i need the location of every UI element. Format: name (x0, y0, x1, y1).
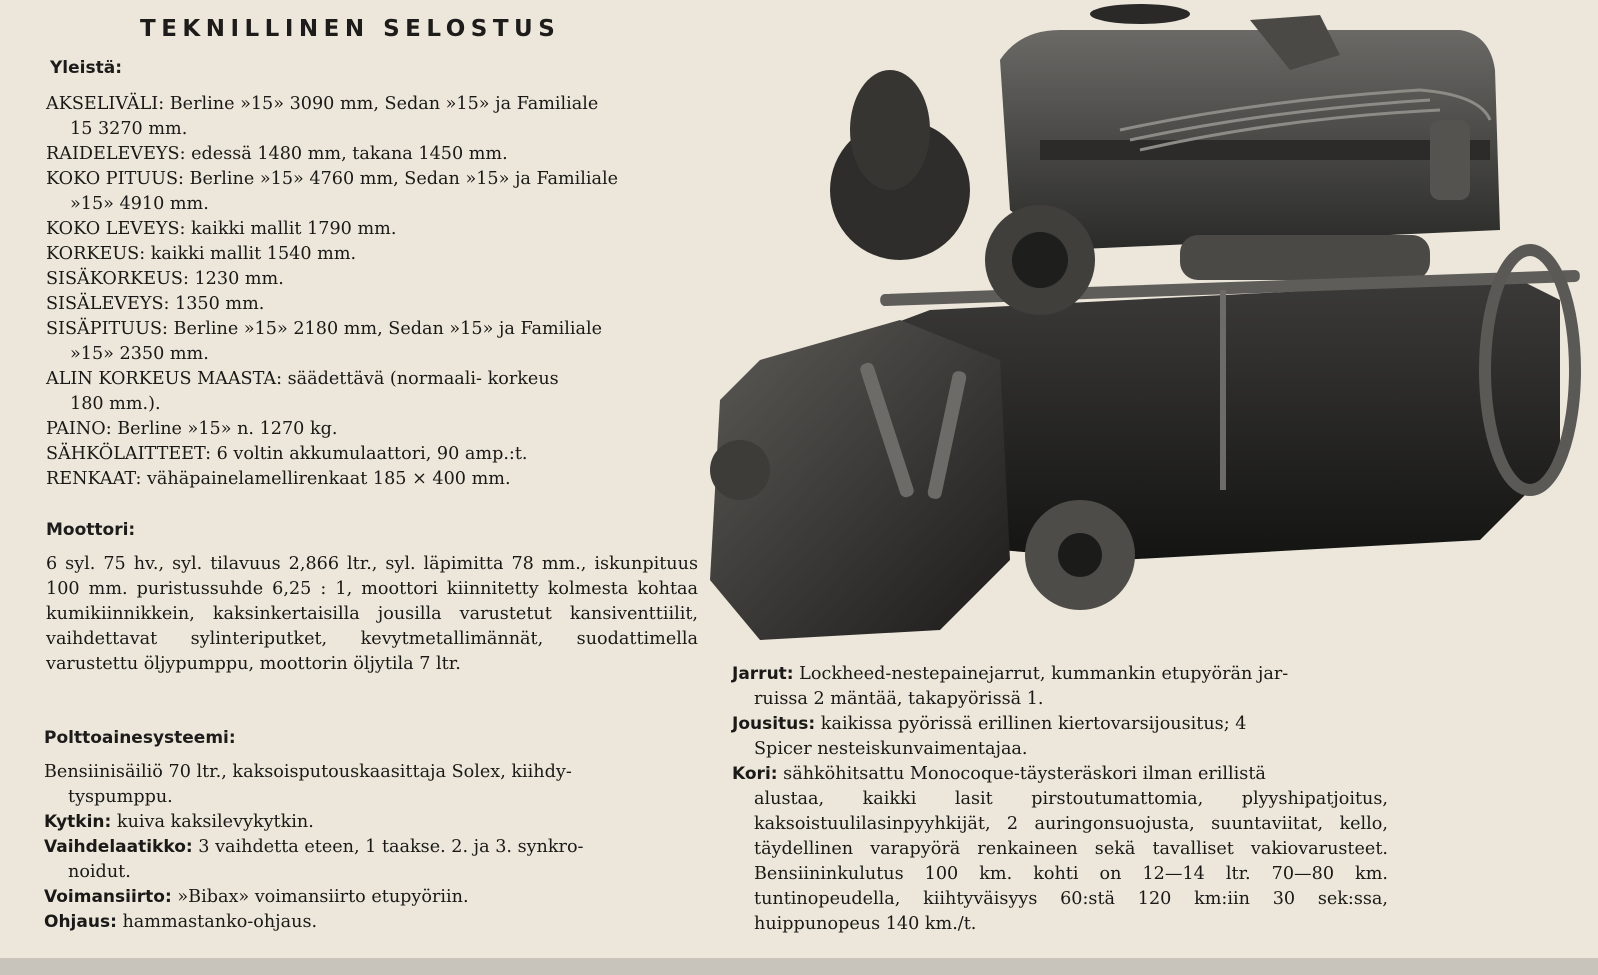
clutch-label: Kytkin: (44, 812, 112, 832)
spec-line: KOKO LEVEYS: kaikki mallit 1790 mm. (46, 219, 397, 239)
spec-wheelbase (46, 92, 694, 142)
suspension-label: Jousitus: (732, 714, 816, 734)
gearbox-label: Vaihdelaatikko: (44, 837, 193, 857)
spec-line: KOKO PITUUS: Berline »15» 4760 mm, Sedan »15» ja Familiale (46, 169, 619, 189)
general-heading: Yleistä: (50, 58, 123, 78)
brakes-text: Lockheed-nestepainejarrut, kummankin etupyörän jar- (793, 664, 1289, 684)
spec-line-continued: 180 mm.). (70, 394, 161, 414)
spec-line: SISÄPITUUS: Berline »15» 2180 mm, Sedan »15» ja Familiale (46, 319, 603, 339)
spec-line: PAINO: Berline »15» n. 1270 kg. (46, 419, 338, 439)
suspension-text: kaikissa pyörissä erillinen kiertovarsijousitus; 4 (815, 714, 1247, 734)
brakes-text-continued: ruissa 2 mäntää, takapyörissä 1. (754, 689, 1044, 709)
fuel-line: Bensiinisäiliö 70 ltr., kaksoisputouskaasittaja Solex, kiihdy- (44, 762, 572, 782)
spec-line: AKSELIVÄLI: Berline »15» 3090 mm, Sedan »15» ja Familiale (46, 94, 599, 114)
body-text: sähköhitsattu Monocoque-täysteräskori ilman erillistä (777, 764, 1266, 784)
drive-spec (44, 885, 469, 910)
engine-photo (700, 0, 1598, 660)
suspension-text-continued: Spicer nesteiskunvaimentajaa. (754, 739, 1028, 759)
steering-label: Ohjaus: (44, 912, 117, 932)
gearbox-text-continued: noidut. (68, 862, 131, 882)
spec-total-width (46, 217, 694, 242)
drive-text: »Bibax» voimansiirto etupyöriin. (171, 887, 469, 907)
spec-weight (46, 417, 694, 442)
spec-interior-length (46, 317, 694, 367)
spec-electrics (46, 442, 694, 467)
fuel-paragraph (44, 760, 700, 810)
spec-line: RENKAAT: vähäpainelamellirenkaat 185 × 400 mm. (46, 469, 511, 489)
spec-line: ALIN KORKEUS MAASTA: säädettävä (normaali- korkeus (46, 369, 559, 389)
spec-height (46, 242, 694, 267)
spec-interior-width (46, 292, 694, 317)
spec-line-continued: 15 3270 mm. (70, 119, 188, 139)
spec-tyres (46, 467, 694, 492)
clutch-spec (44, 810, 314, 835)
spec-line: RAIDELEVEYS: edessä 1480 mm, takana 1450 mm. (46, 144, 508, 164)
engine-paragraph: 6 syl. 75 hv., syl. tilavuus 2,866 ltr., syl. läpimitta 78 mm., iskunpituus 100 mm. puristussuhde 6,25 : 1, moottori kiinnitetty kolmesta kohtaa kumikiinnikkein, kaksinkertaisilla jousilla varustetut kansiventtiilit, vaihdettavat sylinteriputket, kevytmetallimännät, suodattimella varustettu öljypumppu, moottorin öljytila 7 ltr. (46, 554, 698, 674)
steering-spec (44, 910, 317, 935)
right-spec-list (732, 662, 1388, 937)
spec-line: SÄHKÖLAITTEET: 6 voltin akkumulaattori, 90 amp.:t. (46, 444, 528, 464)
spec-line-continued: »15» 4910 mm. (70, 194, 209, 214)
body-label: Kori: (732, 764, 778, 784)
spec-line: KORKEUS: kaikki mallit 1540 mm. (46, 244, 357, 264)
general-spec-list (46, 92, 694, 492)
fuel-heading: Polttoainesysteemi: (44, 728, 236, 748)
brakes-spec (732, 662, 1388, 712)
fuel-line-continued: tyspumppu. (68, 787, 173, 807)
body-spec (732, 762, 1388, 937)
spec-line: SISÄKORKEUS: 1230 mm. (46, 269, 284, 289)
gearbox-text: 3 vaihdetta eteen, 1 taakse. 2. ja 3. synkro- (192, 837, 584, 857)
suspension-spec (732, 712, 1388, 762)
engine-heading: Moottori: (46, 520, 136, 540)
page-bottom-edge (0, 958, 1598, 975)
spec-total-length (46, 167, 694, 217)
spec-interior-height (46, 267, 694, 292)
body-text-continued: alustaa, kaikki lasit pirstoutumattomia, plyyshipatjoitus, kaksoistuulilasinpyyhkijät, 2 auringonsuojusta, suuntaviitat, kello, täydellinen varapyörä renkaineen sekä tavalliset vakiovarusteet. Bensiininkulutus 100 km. kohti on 12—14 ltr. 70—80 km. tuntinopeudella, kiihtyväisyys 60:stä 120 km:iin 30 sek:ssa, huippunopeus 140 km./t. (754, 789, 1388, 934)
clutch-text: kuiva kaksilevykytkin. (111, 812, 314, 832)
drive-label: Voimansiirto: (44, 887, 172, 907)
steering-text: hammastanko-ohjaus. (116, 912, 318, 932)
spec-ground-clearance (46, 367, 694, 417)
page-title: TEKNILLINEN SELOSTUS (140, 16, 561, 42)
brakes-label: Jarrut: (732, 664, 794, 684)
gearbox-spec (44, 835, 700, 885)
spec-line: SISÄLEVEYS: 1350 mm. (46, 294, 265, 314)
spec-track-width (46, 142, 694, 167)
spec-line-continued: »15» 2350 mm. (70, 344, 209, 364)
